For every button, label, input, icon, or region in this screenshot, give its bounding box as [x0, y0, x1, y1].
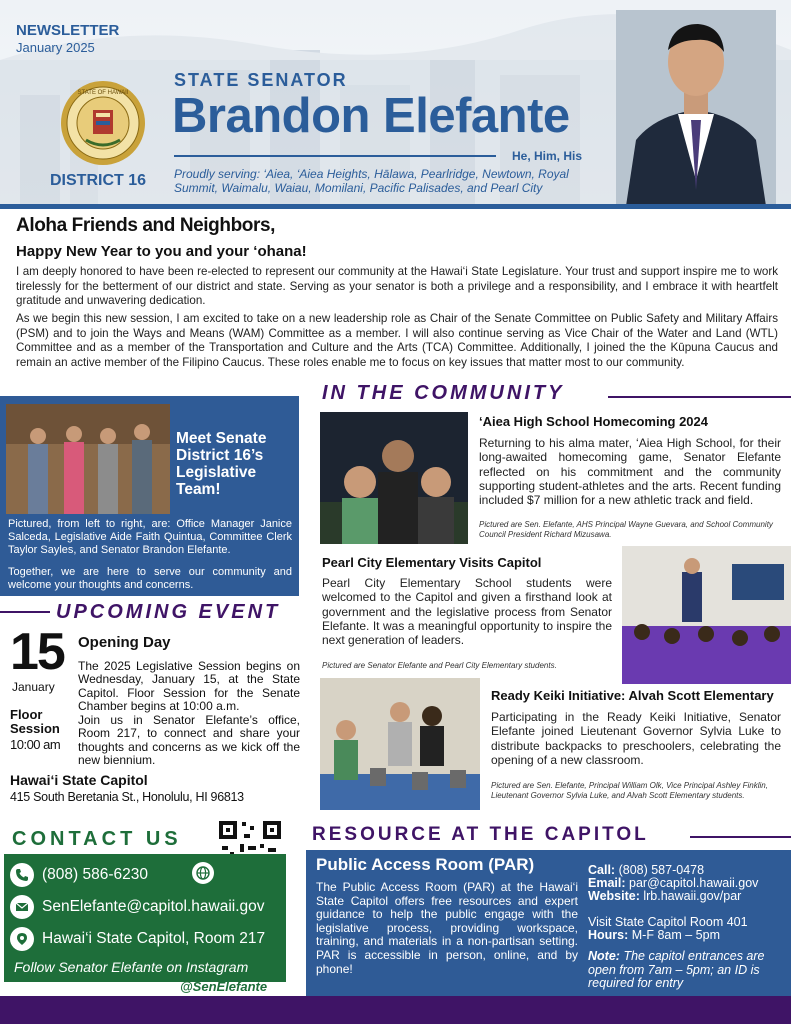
contact-phone-row[interactable]: [10, 862, 148, 888]
new-year-heading: Happy New Year to you and your ‘ohana!: [16, 243, 307, 260]
intro-paragraph-2: As we begin this new session, I am excited to take on a new leadership role as Chair of the Senate Committee on Public Safety and Military Affairs (PSM) and to join the Ways and Means (WAM) Committee as a member. I will also continue serving as Vice Chair of the Water and Land (WTL) Committee and as a member of the Transportation and Culture and the Arts (TCA) Committee. Additionally, I joined the the Kūpuna Caucus and remain an active member of the Filipino Caucus. These roles enable me to focus on key issues that matter most to our community.: [16, 312, 778, 369]
serving-areas: Proudly serving: ‘Aiea, ‘Aiea Heights, Hālawa, Pearlridge, Newtown, Royal Summit, Waimalu, Waiau, Momilani, Pacific Palisades, and Pearl City: [174, 167, 569, 195]
senator-portrait: [616, 10, 776, 206]
state-senator-label: STATE SENATOR: [174, 70, 348, 90]
story-ready-keiki-body: Participating in the Ready Keiki Initiative, Senator Elefante joined Lieutenant Governor Sylvia Luke to distribute backpacks to preschoolers, celebrating the opening of a new classroom.: [491, 710, 781, 767]
legislative-team-panel: [0, 396, 299, 596]
par-website-label: Website:: [588, 889, 640, 903]
newsletter-label: NEWSLETTER: [16, 22, 120, 39]
pronouns: He, Him, His: [512, 149, 583, 163]
pearl-city-photo: [622, 546, 791, 684]
ready-keiki-photo: [320, 678, 480, 810]
name-divider: [174, 155, 496, 157]
par-note-label: Note:: [588, 949, 620, 963]
newsletter-date: January 2025: [16, 40, 95, 55]
event-title: Opening Day: [78, 634, 171, 651]
par-hours-label: Hours:: [588, 928, 629, 942]
story-homecoming-body: Returning to his alma mater, ‘Aiea High School, for their long-awaited homecoming game, Senator Elefante reflected on his commitment and the community supporting student-athletes and the arts. Recent funding included $7 million for a new athletic track and field.: [479, 436, 781, 508]
event-heading: UPCOMING EVENT: [56, 601, 281, 623]
team-caption: Pictured, from left to right, are: Office Manager Janice Salceda, Legislative Aide Faith Quintua, Committee Clerk Taylor Sayles, and Senator Brandon Elefante.: [8, 518, 292, 556]
team-note: Together, we are here to serve our community and welcome your thoughts and concerns.: [8, 566, 292, 591]
story-pearl-city-title: Pearl City Elementary Visits Capitol: [322, 555, 542, 570]
story-homecoming-title: ‘Aiea High School Homecoming 2024: [479, 414, 708, 429]
floor-session-label: Floor Session: [10, 707, 60, 736]
event-month: January: [12, 680, 55, 694]
public-access-room-panel: [306, 850, 791, 996]
team-photo: [6, 404, 170, 514]
state-seal-icon: [60, 80, 146, 166]
contact-location-row[interactable]: [10, 926, 265, 952]
par-website[interactable]: [588, 890, 741, 903]
resource-heading: RESOURCE AT THE CAPITOL: [312, 824, 649, 845]
district-label: DISTRICT 16: [50, 172, 147, 189]
community-heading: IN THE COMMUNITY: [322, 382, 565, 404]
par-hours: [588, 929, 720, 942]
contact-email: SenElefante@capitol.hawaii.gov: [42, 898, 265, 915]
event-rule: [0, 611, 50, 613]
instagram-follow-text: Follow Senator Elefante on Instagram: [14, 959, 249, 975]
phone-icon: [10, 863, 34, 887]
envelope-icon: [10, 895, 34, 919]
par-title: Public Access Room (PAR): [316, 855, 535, 874]
par-email-address: par@capitol.hawaii.gov: [629, 876, 759, 890]
newsletter-header: [0, 0, 791, 206]
story-ready-keiki-caption: Pictured are Sen. Elefante, Principal William Olk, Vice Principal Ashley Finklin, Lieutenant Governor Sylvia Luke, and Alvah Scott Elementary students.: [491, 781, 768, 800]
par-call-number: (808) 587-0478: [618, 863, 705, 877]
intro-paragraph-1: I am deeply honored to have been re-elected to represent our community at the Hawai‘i State Legislature. Your trust and support inspire me to work tirelessly for the betterment of our district and state. Serving as your senator is both a privilege and a responsibility, and I embrace it with heartfelt gratitude and unwavering dedication.: [16, 265, 778, 308]
contact-email-row[interactable]: [10, 894, 265, 920]
instagram-handle[interactable]: @SenElefante: [180, 979, 268, 994]
map-pin-icon: [10, 927, 34, 951]
event-time: 10:00 am: [10, 737, 61, 752]
event-day: 15: [10, 623, 64, 681]
event-place: Hawai‘i State Capitol: [10, 772, 148, 788]
globe-icon[interactable]: [192, 862, 214, 884]
event-address: 415 South Beretania St., Honolulu, HI 96813: [10, 790, 244, 804]
contact-heading: CONTACT US: [12, 828, 182, 850]
event-body-1: The 2025 Legislative Session begins on Wednesday, January 15, at the State Capitol. Floor Session for the Senate Chamber begins at 10:00 a.m.: [78, 659, 300, 714]
footer-bar: [0, 996, 791, 1024]
par-hours-value: M-F 8am – 5pm: [631, 928, 720, 942]
senator-name: Brandon Elefante: [172, 89, 570, 143]
par-email-label: Email:: [588, 876, 626, 890]
story-pearl-city-caption: Pictured are Senator Elefante and Pearl City Elementary students.: [322, 661, 557, 670]
community-rule: [608, 396, 791, 398]
par-visit: Visit State Capitol Room 401: [588, 915, 748, 929]
par-note-text: The capitol entrances are open from 7am – 5pm; an ID is required for entry: [588, 949, 765, 990]
contact-panel: [4, 854, 286, 982]
team-title: Meet Senate District 16’s Legislative Team!: [176, 430, 267, 498]
greeting-heading: Aloha Friends and Neighbors,: [16, 215, 276, 236]
story-pearl-city-body: Pearl City Elementary School students were welcomed to the Capitol and given a firsthand look at government and the legislative process from Senator Elefante. It was a meaningful opportunity to inspire the next generation of leaders.: [322, 576, 612, 648]
par-website-url: lrb.hawaii.gov/par: [643, 889, 742, 903]
seal-text: STATE OF HAWAII: [77, 90, 129, 96]
story-ready-keiki-title: Ready Keiki Initiative: Alvah Scott Elementary: [491, 688, 774, 703]
par-body: The Public Access Room (PAR) at the Hawai‘i State Capitol offers free resources and expert guidance to help the public engage with the legislative process, providing workspace, training, and materials in a non-partisan setting. PAR is accessible in person, online, and by phone!: [316, 880, 578, 976]
header-bar: [0, 204, 791, 209]
story-homecoming-caption: Pictured are Sen. Elefante, AHS Principal Wayne Guevara, and School Community Council President Richard Mizusawa.: [479, 520, 773, 539]
contact-location: Hawai‘i State Capitol, Room 217: [42, 930, 266, 947]
contact-phone: (808) 586-6230: [42, 866, 148, 883]
par-call-label: Call:: [588, 863, 616, 877]
par-note: [588, 950, 788, 991]
resource-rule: [690, 836, 791, 838]
event-body-2: Join us in Senator Elefante’s office, Room 217, to connect and share your thoughts and concerns as we kick off the new biennium.: [78, 713, 300, 768]
homecoming-photo: [320, 412, 468, 544]
